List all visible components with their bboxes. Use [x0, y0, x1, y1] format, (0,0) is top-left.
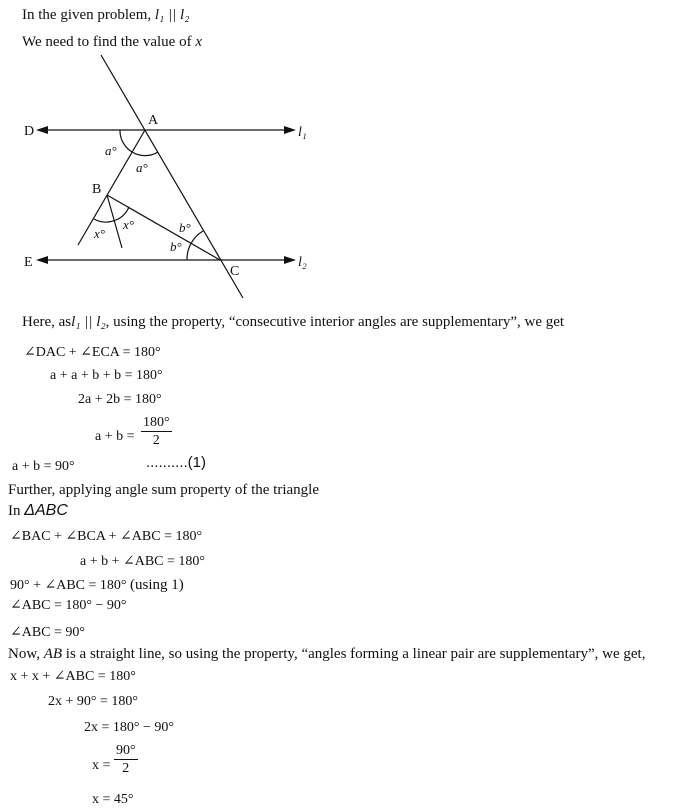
transversal-line [101, 55, 243, 298]
arrow-right-l2 [284, 256, 296, 264]
text-post: , using the property, “consecutive interior angles are supplementary”, we get [105, 314, 565, 330]
equation-lhs: a + b = [95, 429, 135, 444]
equation: x + x + ∠ABC = 180° [10, 669, 136, 684]
step1-text [22, 313, 564, 331]
equation-lhs: x = [92, 758, 111, 773]
equation-reference: ..........(1) [146, 454, 207, 471]
text-pre: Now, [8, 646, 40, 662]
label-l2: l₂ [298, 255, 307, 270]
label-d: D [24, 124, 35, 139]
variable-x: x [195, 34, 202, 50]
angle-label-a2: a° [136, 160, 148, 175]
angle-label-b1: b° [179, 220, 191, 235]
step3-text [8, 645, 645, 663]
equation-note: (using 1) [130, 577, 184, 593]
label-c: C [230, 264, 240, 279]
geometry-diagram [0, 0, 340, 305]
arrow-left-l1 [36, 126, 48, 134]
equation: ∠ABC = 180° − 90° [10, 598, 127, 613]
label-e: E [24, 255, 33, 270]
equation: ∠BAC + ∠BCA + ∠ABC = 180° [10, 529, 203, 544]
equation: 2x = 180° − 90° [84, 720, 174, 735]
numerator: 180° [143, 415, 170, 430]
step2-text: Further, applying angle sum property of the triangle [8, 482, 319, 498]
numerator: 90° [116, 743, 136, 758]
equation: a + a + b + b = 180° [50, 368, 163, 383]
intro-text-2: We need to find the value of [22, 34, 192, 50]
equation: a + b = 90° [12, 459, 75, 474]
equation: 2a + 2b = 180° [78, 392, 162, 407]
arrow-left-l2 [36, 256, 48, 264]
denominator: 2 [122, 761, 130, 776]
angle-label-x1: x° [94, 226, 105, 241]
triangle-heading [8, 502, 68, 520]
angle-label-x2: x° [123, 217, 134, 232]
intro-text: In the given problem, [22, 7, 152, 23]
triangle-name: ΔABC [24, 502, 68, 519]
equation [10, 576, 184, 595]
equation: ∠ABC = 90° [10, 625, 86, 640]
fraction [141, 414, 172, 449]
label-b: B [92, 182, 102, 197]
equation: x = 45° [92, 792, 134, 807]
equation-text: 90° + ∠ABC = 180° [10, 578, 127, 593]
parallel-lines-math: l₁ || l₂ [154, 7, 190, 23]
equation: ∠DAC + ∠ECA = 180° [24, 345, 161, 360]
segment-ab: AB [43, 646, 63, 662]
text-post: is a straight line, so using the property, “angles forming a linear pair are supplementary”, we get, [65, 646, 646, 662]
parallel-math: l₁ || l₂ [71, 314, 106, 330]
denominator: 2 [152, 433, 160, 448]
angle-label-b2: b° [170, 239, 182, 254]
angle-label-a1: a° [105, 143, 117, 158]
equation: a + b + ∠ABC = 180° [80, 554, 206, 569]
equation: 2x + 90° = 180° [48, 694, 138, 709]
fraction [114, 742, 138, 777]
arrow-right-l1 [284, 126, 296, 134]
label-l1: l₁ [298, 125, 307, 140]
label-a: A [148, 113, 159, 128]
text-pre: Here, as [22, 314, 72, 330]
in-label: In [8, 503, 21, 519]
